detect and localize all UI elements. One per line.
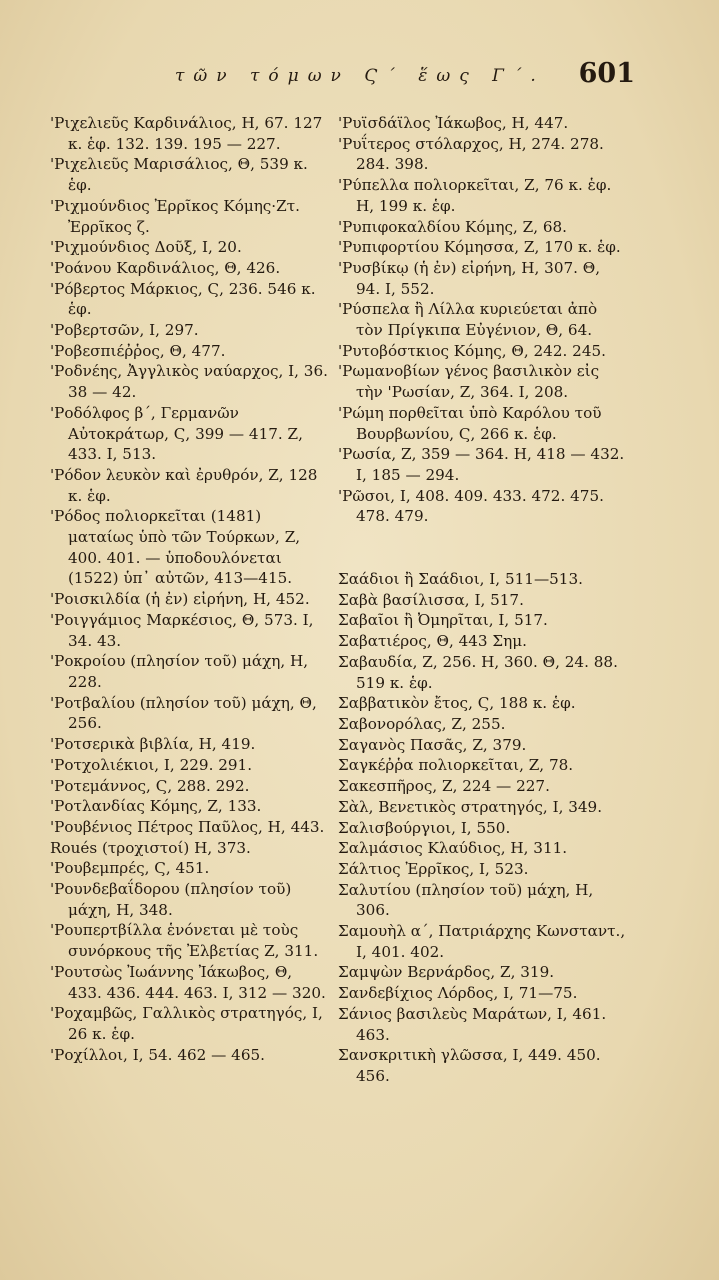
index-entry: Σαβαῖοι ἢ Ὀμηρῖται, Ι, 517. — [338, 611, 548, 630]
index-entry: 'Ρουνδεβαΐδορου (πλησίον τοῦ) μάχη, Η, 348. — [50, 880, 292, 919]
index-entry: 'Ροτσερικὰ βιβλία, Η, 419. — [50, 735, 256, 754]
index-entry: 'Ρυΐτερος στόλαρχος, Η, 274. 278. 284. 398. — [338, 134, 604, 174]
index-entry: Σαλμάσιος Κλαύδιος, Η, 311. — [338, 839, 568, 858]
index-entry: 'Ρουβεμπρές, Ϛ, 451. — [50, 859, 210, 878]
index-entry: 'Ροκροίου (πλησίον τοῦ) μάχη, Η, 228. — [50, 652, 309, 691]
index-entry: 'Ρυσβίκῳ (ἡ ἐν) εἰρήνη, Η, 307. Θ, 94. Ι, 552. — [338, 258, 601, 298]
index-entry: 'Ριχμούνδιος Δοῦξ, Ι, 20. — [50, 238, 242, 257]
index-entry: Σαμουὴλ α΄, Πατριάρχης Κωνσταντ., Ι, 401. 402. — [338, 922, 626, 961]
page-number: 601 — [578, 58, 635, 89]
index-entry: 'Ροδνέης, Ἀγγλικὸς ναύαρχος, Ι, 36. 38 — 42. — [50, 362, 328, 402]
section-gap — [338, 527, 628, 569]
index-entry: 'Ρύπελλα πολιορκεῖται, Ζ, 76 κ. ἑφ. Η, 199 κ. ἑφ. — [338, 176, 612, 215]
index-entry: 'Ρόδον λευκὸν καὶ ἐρυθρόν, Ζ, 128 κ. ἑφ. — [50, 465, 318, 505]
index-entry: Σαββατικὸν ἔτος, Ϛ, 188 κ. ἑφ. — [338, 694, 576, 713]
index-entry: Σαλισβούργιοι, Ι, 550. — [338, 818, 511, 837]
index-entry: Σαβατιέρος, Θ, 443 Σημ. — [338, 632, 527, 651]
index-entry: 'Ρωσία, Ζ, 359 — 364. Η, 418 — 432. Ι, 185 — 294. — [338, 445, 625, 484]
index-entry: 'Ρουτσὼς Ἰωάννης Ἰάκωβος, Θ, 433. 436. 444. 463. Ι, 312 — 320. — [50, 962, 326, 1002]
index-entry: Σάλτιος Ἐρρῖκος, Ι, 523. — [338, 859, 529, 878]
index-entry: Roués (τροχιστοί) Η, 373. — [50, 838, 251, 857]
index-entry: 'Ρυπιφοκαλδίου Κόμης, Ζ, 68. — [338, 217, 567, 236]
index-entry: 'Ριχελιεῦς Καρδινάλιος, Η, 67. 127 κ. ἑφ. 132. 139. 195 — 227. — [50, 114, 323, 153]
index-entry: Σαβαυδία, Ζ, 256. Η, 360. Θ, 24. 88. 519 κ. ἑφ. — [338, 652, 618, 692]
index-entry: Σὰλ, Βενετικὸς στρατηγός, Ι, 349. — [338, 797, 603, 816]
running-head: τῶν τόμων Ϛ΄ ἕως Γ΄. — [175, 66, 545, 86]
index-entry: 'Ροτβαλίου (πλησίον τοῦ) μάχη, Θ, 256. — [50, 693, 317, 733]
index-entry: 'Ρουβένιος Πέτρος Παῦλος, Η, 443. — [50, 817, 325, 836]
index-entry: 'Ρυτοβόστκιος Κόμης, Θ, 242. 245. — [338, 341, 606, 360]
index-entry: 'Ροάνου Καρδινάλιος, Θ, 426. — [50, 258, 281, 277]
index-entry: 'Ροτλανδίας Κόμης, Ζ, 133. — [50, 797, 262, 816]
index-entry: Σαμψὼν Βερνάρδος, Ζ, 319. — [338, 963, 555, 982]
index-entry: 'Ριχελιεῦς Μαρισάλιος, Θ, 539 κ. ἑφ. — [50, 155, 308, 195]
index-entry: Σάνιος βασιλεὺς Μαράτων, Ι, 461. 463. — [338, 1004, 607, 1044]
index-entry: Σανδεβίχιος Λόρδος, Ι, 71—75. — [338, 984, 578, 1003]
index-entry: 'Ρωμανοβίων γένος βασιλικὸν εἰς τὴν 'Ρωσίαν, Ζ, 364. Ι, 208. — [338, 362, 600, 402]
index-entry: 'Ρόδος πολιορκεῖται (1481) ματαίως ὑπὸ τῶν Τούρκων, Ζ, 400. 401. — ὑποδουλόνεται (1522) ὑπ᾽ αὐτῶν, 413—415. — [50, 507, 301, 588]
index-entry: 'Ροχαμβῶς, Γαλλικὸς στρατηγός, Ι, 26 κ. ἑφ. — [50, 1004, 323, 1043]
index-entry: 'Ριχμούνδιος Ἐρρῖκος Κόμης·Ζτ. Ἐρρῖκος ζ. — [50, 196, 300, 236]
index-entry: Σαάδιοι ἢ Σαάδιοι, Ι, 511—513. — [338, 570, 583, 589]
index-entry: 'Ρῶσοι, Ι, 408. 409. 433. 472. 475. 478. 479. — [338, 486, 604, 526]
index-entry: 'Ροδόλφος β΄, Γερμανῶν Αὐτοκράτωρ, Ϛ, 399 — 417. Ζ, 433. Ι, 513. — [50, 403, 303, 464]
index-entry: 'Ρύσπελα ἢ Λίλλα κυριεύεται ἀπὸ τὸν Πρίγκιπα Εὐγένιον, Θ, 64. — [338, 300, 598, 340]
index-entry: 'Ροτχολιέκιοι, Ι, 229. 291. — [50, 755, 253, 774]
index-entry: 'Ροχίλλοι, Ι, 54. 462 — 465. — [50, 1045, 265, 1064]
index-entry: 'Ρόβερτος Μάρκιος, Ϛ, 236. 546 κ. ἑφ. — [50, 279, 316, 319]
index-entry: 'Ροτεμάννος, Ϛ, 288. 292. — [50, 776, 250, 795]
index-entry: Σακεσπῆρος, Ζ, 224 — 227. — [338, 777, 550, 796]
index-entry: 'Ροβεσπιέῤῥος, Θ, 477. — [50, 341, 226, 360]
index-entry: 'Ρυϊσδάϊλος Ἰάκωβος, Η, 447. — [338, 114, 569, 132]
index-entry: 'Ρώμη πορθεῖται ὑπὸ Καρόλου τοῦ Βουρβωνίου, Ϛ, 266 κ. ἑφ. — [338, 403, 602, 443]
index-entry: Σαβονορόλας, Ζ, 255. — [338, 714, 506, 733]
index-entry: 'Ροβερτσῶν, Ι, 297. — [50, 321, 199, 340]
index-entry: 'Ροιγγάμιος Μαρκέσιος, Θ, 573. Ι, 34. 43. — [50, 610, 314, 650]
index-entry: Σαγανὸς Πασᾶς, Ζ, 379. — [338, 735, 527, 754]
index-entry: 'Ρυπιφορτίου Κόμησσα, Ζ, 170 κ. ἑφ. — [338, 238, 621, 257]
index-entry: Σαγκέῤῥα πολιορκεῖται, Ζ, 78. — [338, 756, 574, 775]
index-entry: 'Ροισκιλδία (ἡ ἐν) εἰρήνη, Η, 452. — [50, 590, 310, 609]
index-column-right — [338, 113, 628, 1087]
index-entry: 'Ρουπερτβίλλα ἑνόνεται μὲ τοὺς συνόρκους τῆς Ἐλβετίας Ζ, 311. — [50, 921, 319, 961]
index-entry: Σαλυτίου (πλησίον τοῦ) μάχη, Η, 306. — [338, 880, 594, 920]
index-entry: Σανσκριτικὴ γλῶσσα, Ι, 449. 450. 456. — [338, 1046, 601, 1085]
index-column-left — [50, 113, 328, 1065]
index-entry: Σαβὰ βασίλισσα, Ι, 517. — [338, 590, 524, 609]
